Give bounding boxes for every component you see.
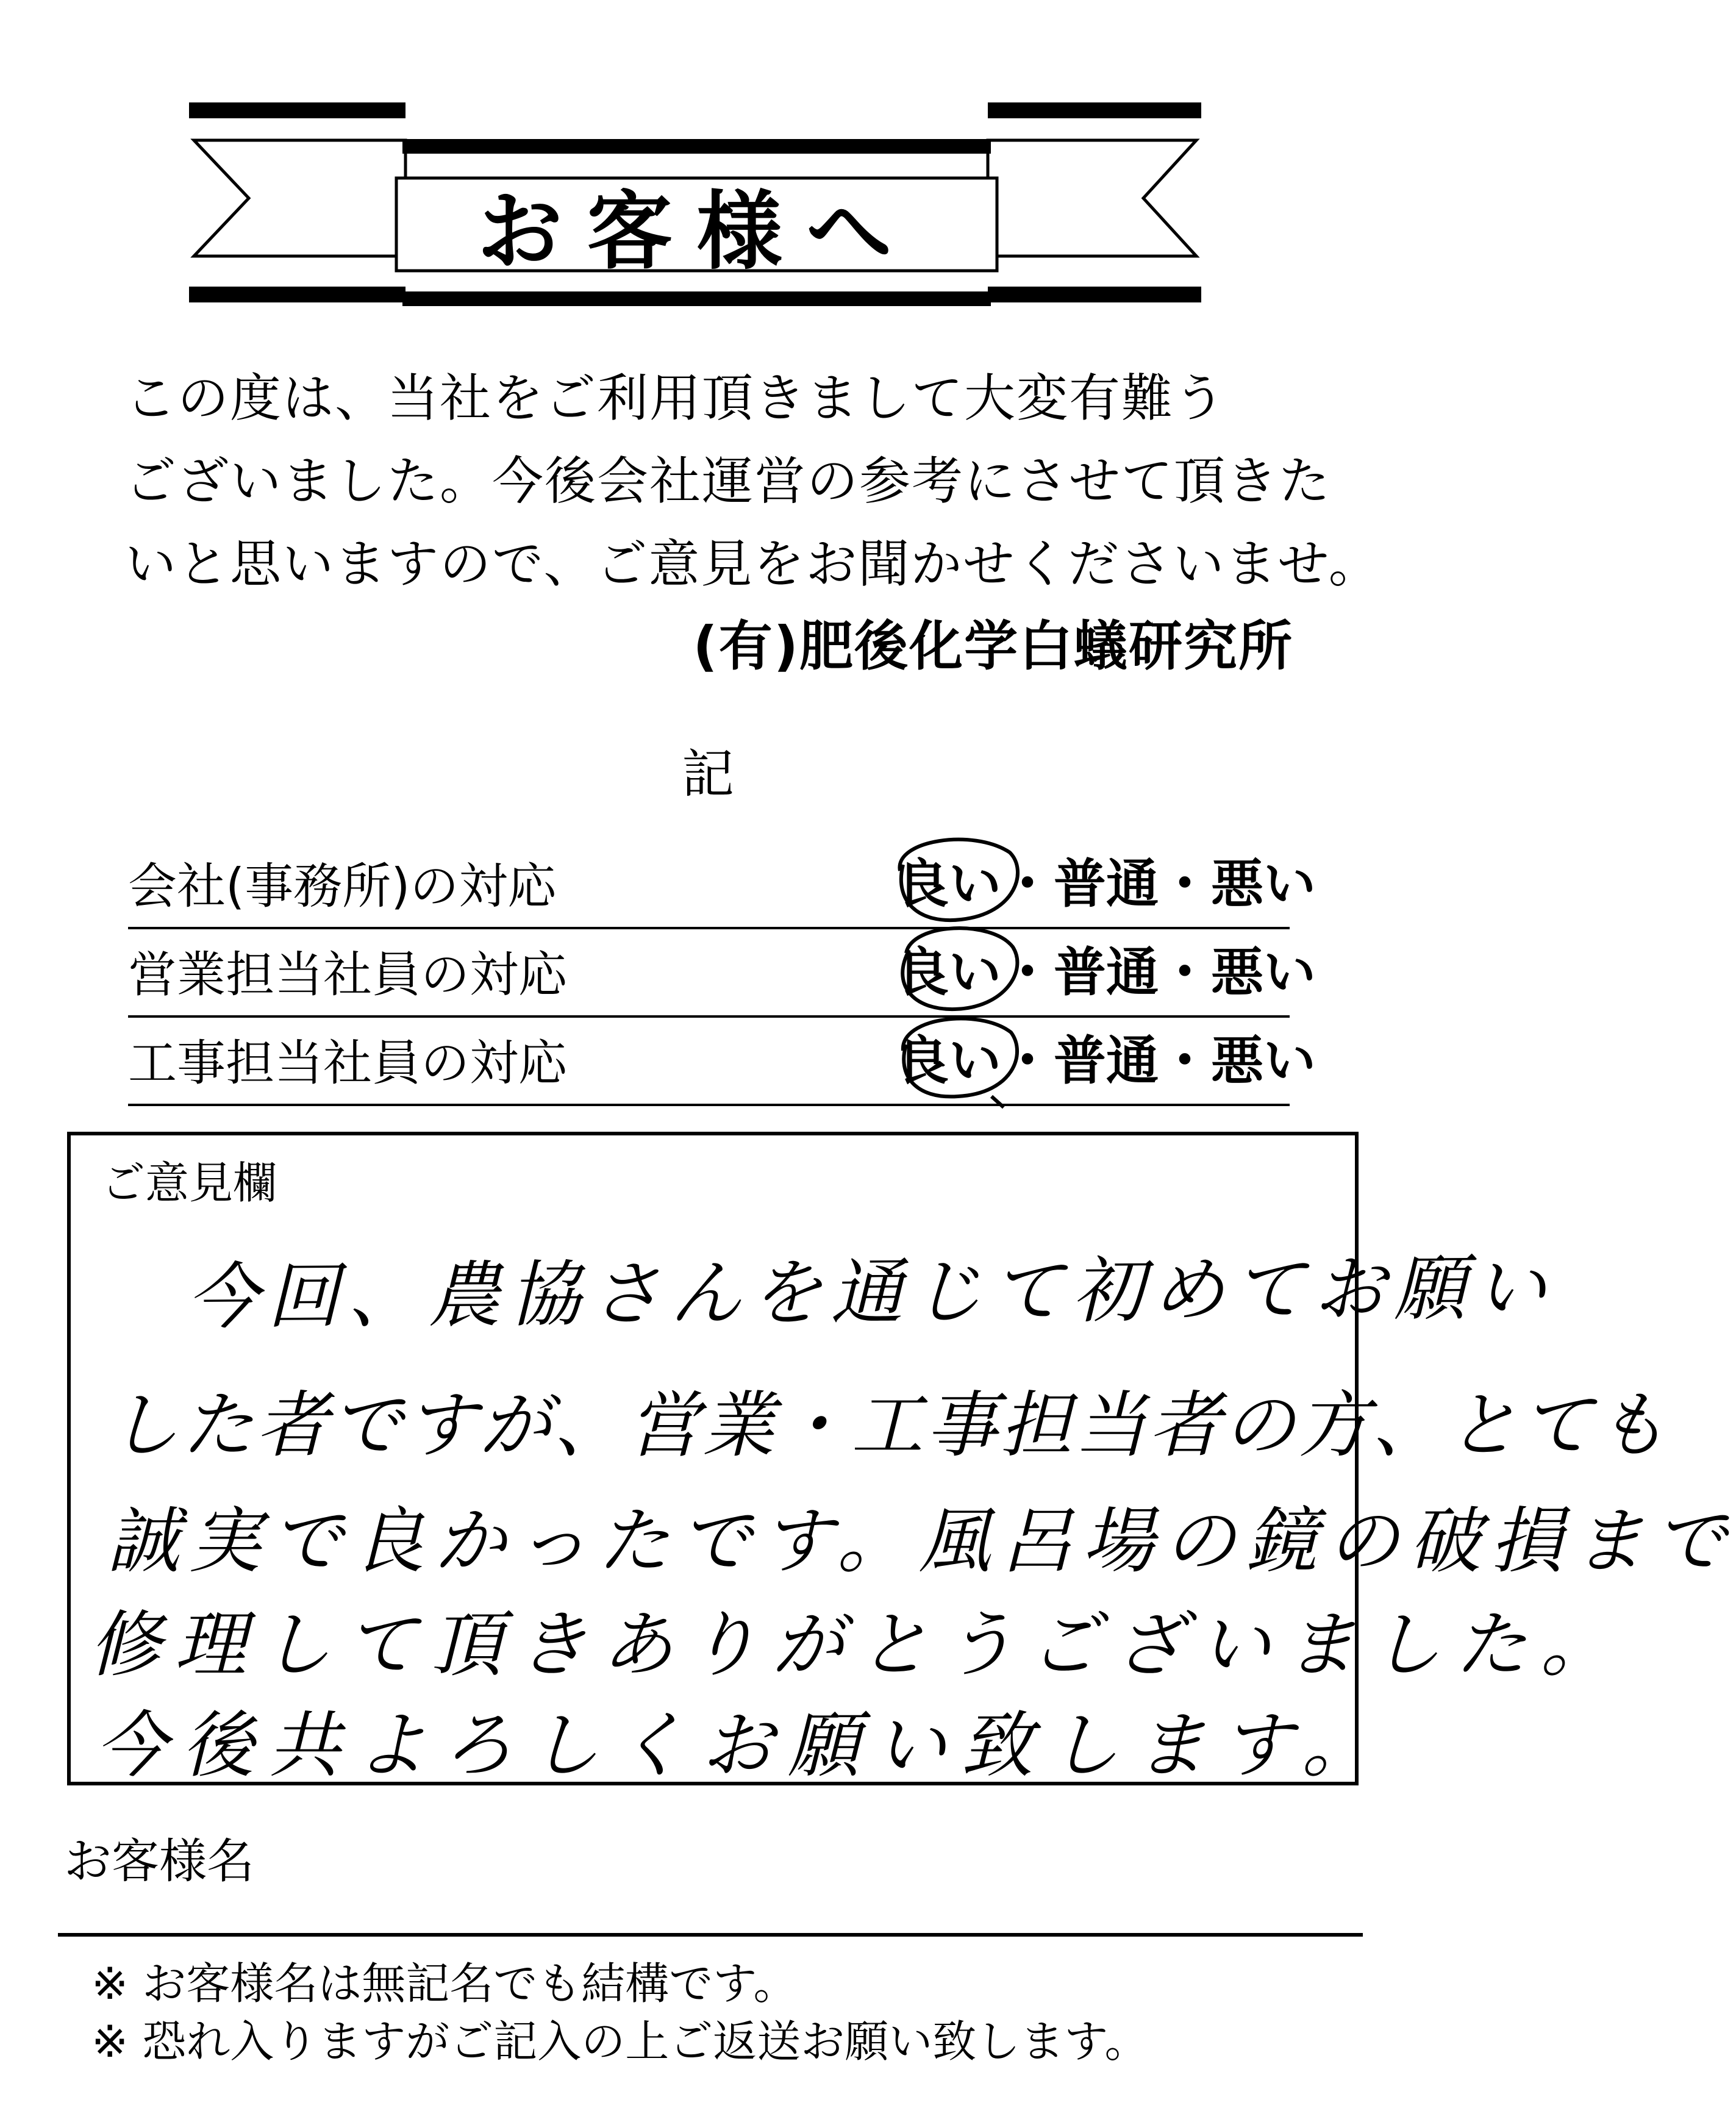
rating-options <box>896 841 1316 917</box>
rating-options <box>896 930 1316 1006</box>
rating-options <box>896 1018 1316 1094</box>
opinion-box[interactable] <box>67 1132 1736 1787</box>
intro-paragraph <box>125 357 1381 606</box>
title-box <box>396 178 997 282</box>
rating-row-construction <box>128 1018 1316 1106</box>
rating-label: 会社(事務所)の対応 <box>128 858 557 915</box>
intro-line: ございました。今後会社運営の参考にさせて頂きた <box>125 451 1332 511</box>
separator: ・ <box>1001 942 1054 1003</box>
page-title: お客様へ <box>477 181 916 282</box>
rating-row-sales <box>128 930 1316 1018</box>
option-good-selected[interactable]: 良い <box>896 841 1001 917</box>
intro-line: この度は、当社をご利用頂きまして大変有難う <box>125 368 1227 428</box>
option-bad[interactable]: 悪い <box>1211 942 1316 1003</box>
customer-name-underline <box>58 1933 1363 1937</box>
handwritten-line: した者ですが、営業・工事担当者の方、とても <box>107 1383 1670 1467</box>
separator: ・ <box>1001 854 1054 915</box>
handwritten-line: 今回、農協さんを通じて初めてお願い <box>186 1245 1556 1339</box>
company-name: (有)肥後化学白蟻研究所 <box>693 615 1293 677</box>
note-return: ※ 恐れ入りますがご記入の上ご返送お願い致します。 <box>91 2016 1149 2067</box>
separator: ・ <box>1159 1031 1211 1091</box>
option-good-selected[interactable]: 良い <box>896 1018 1001 1094</box>
separator: ・ <box>1001 1031 1054 1091</box>
selection-circle-icon <box>882 1005 1028 1109</box>
handwritten-line: 今後共よろしくお願い致します。 <box>95 1703 1388 1787</box>
option-good-selected[interactable]: 良い <box>896 930 1001 1006</box>
handwritten-line: 誠実で良かったです。風呂場の鏡の破損まで <box>107 1499 1736 1583</box>
note-anonymous: ※ お客様名は無記名でも結構です。 <box>91 1958 798 2009</box>
ki-heading: 記 <box>682 744 734 805</box>
separator: ・ <box>1159 854 1211 915</box>
option-bad[interactable]: 悪い <box>1211 854 1316 915</box>
rating-label: 工事担当社員の対応 <box>128 1035 567 1091</box>
customer-name-label: お客様名 <box>64 1834 255 1889</box>
rating-row-office <box>128 841 1316 929</box>
opinion-label: ご意見欄 <box>101 1157 277 1209</box>
handwritten-line: 修理して頂きありがとうございました。 <box>89 1602 1626 1687</box>
option-bad[interactable]: 悪い <box>1211 1031 1316 1091</box>
intro-line: いと思いますので、ご意見をお聞かせくださいませ。 <box>125 534 1381 594</box>
customer-name-field[interactable] <box>58 1878 1363 1933</box>
rating-label: 営業担当社員の対応 <box>128 946 567 1003</box>
separator: ・ <box>1159 942 1211 1003</box>
option-normal[interactable]: 普通 <box>1054 1031 1159 1091</box>
option-normal[interactable]: 普通 <box>1054 854 1159 915</box>
option-normal[interactable]: 普通 <box>1054 942 1159 1003</box>
